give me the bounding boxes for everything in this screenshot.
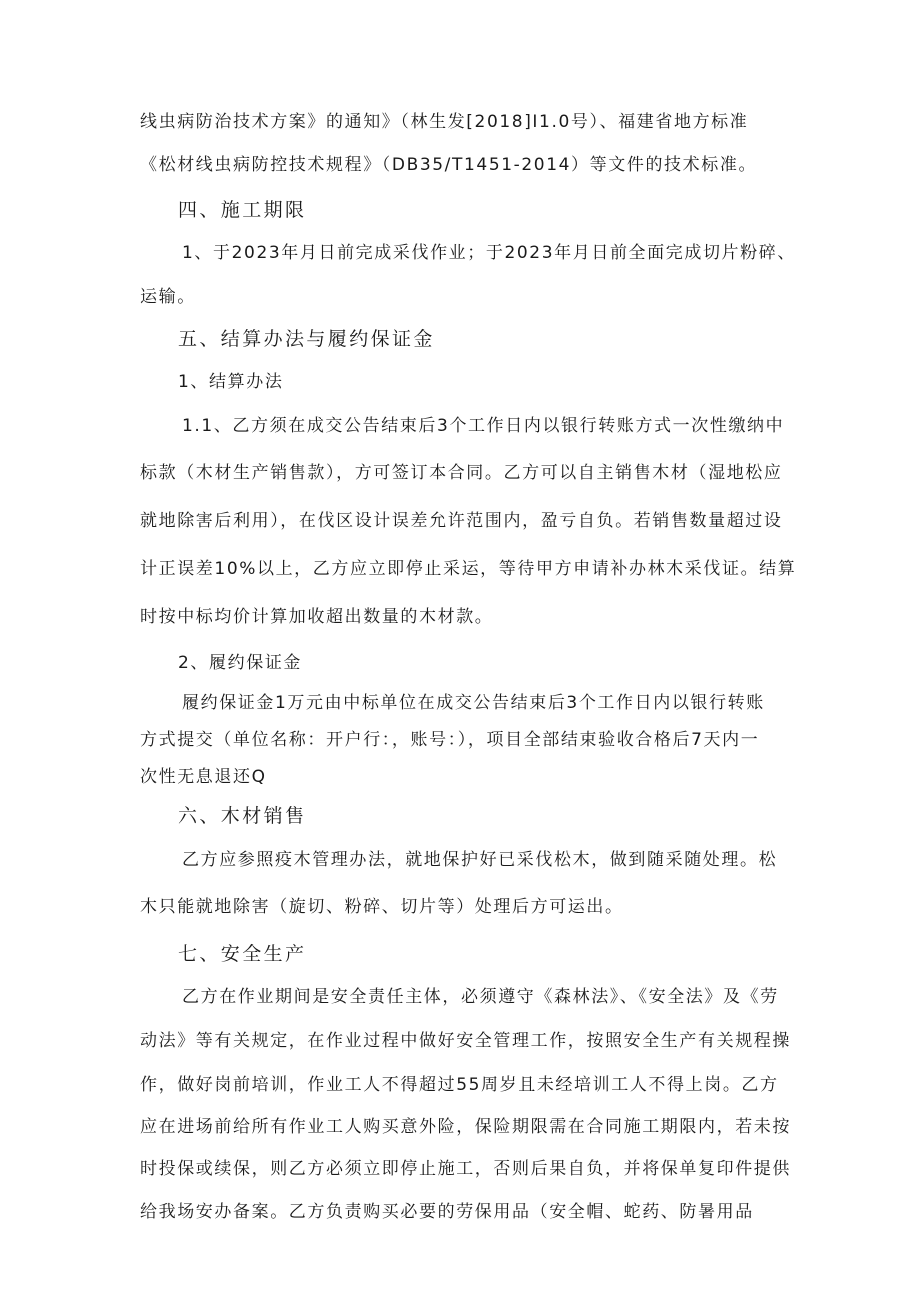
body-text-line: 次性无息退还Q bbox=[140, 767, 267, 787]
body-text-line: 1、于2023年月日前完成采伐作业；于2023年月日前全面完成切片粉碎、 bbox=[182, 243, 796, 263]
body-text-line: 木只能就地除害（旋切、粉碎、切片等）处理后方可运出。 bbox=[140, 897, 624, 917]
body-text-line: 动法》等有关规定，在作业过程中做好安全管理工作，按照安全生产有关规程操 bbox=[140, 1031, 791, 1051]
body-text-line: 就地除害后利用），在伐区设计误差允许范围内，盈亏自负。若销售数量超过设 bbox=[140, 511, 783, 531]
body-text-line: 运输。 bbox=[140, 287, 196, 307]
subsection-heading-performance-bond: 2、履约保证金 bbox=[178, 653, 303, 673]
body-text-line: 方式提交（单位名称：开户行：，账号：），项目全部结束验收合格后7天内一 bbox=[140, 730, 760, 750]
body-text-line: 乙方在作业期间是安全责任主体，必须遵守《森林法》、《安全法》及《劳 bbox=[182, 987, 779, 1007]
section-heading-construction-period: 四、施工期限 bbox=[178, 199, 307, 221]
body-text-line: 应在进场前给所有作业工人购买意外险，保险期限需在合同施工期限内，若未按 bbox=[140, 1117, 791, 1137]
section-heading-timber-sales: 六、木材销售 bbox=[178, 805, 307, 827]
body-text-line: 1.1、乙方须在成交公告结束后3个工作日内以银行转账方式一次性缴纳中 bbox=[182, 416, 785, 436]
body-text-line: 计正误差10%以上，乙方应立即停止采运，等待甲方申请补办林木采伐证。结算 bbox=[140, 559, 797, 579]
body-text-line: 给我场安办备案。乙方负责购买必要的劳保用品（安全帽、蛇药、防暑用品 bbox=[140, 1202, 754, 1222]
body-text-line: 线虫病防治技术方案》的通知》（林生发[2018]I1.0号）、福建省地方标准 bbox=[140, 112, 749, 132]
body-text-line: 作，做好岗前培训，作业工人不得超过55周岁且未经培训工人不得上岗。乙方 bbox=[140, 1075, 779, 1095]
body-text-line: 乙方应参照疫木管理办法，就地保护好已采伐松木，做到随采随处理。松 bbox=[182, 850, 778, 870]
body-text-line: 标款（木材生产销售款），方可签订本合同。乙方可以自主销售木材（湿地松应 bbox=[140, 463, 783, 483]
section-heading-settlement: 五、结算办法与履约保证金 bbox=[178, 328, 435, 350]
body-text-line: 时按中标均价计算加收超出数量的木材款。 bbox=[140, 607, 494, 627]
subsection-heading-settlement-method: 1、结算办法 bbox=[178, 372, 284, 392]
body-text-line: 《松材线虫病防控技术规程》（DB35/T1451-2014）等文件的技术标准。 bbox=[140, 155, 758, 175]
section-heading-safety: 七、安全生产 bbox=[178, 943, 307, 965]
body-text-line: 履约保证金1万元由中标单位在成交公告结束后3个工作日内以银行转账 bbox=[182, 693, 765, 713]
body-text-line: 时投保或续保，则乙方必须立即停止施工，否则后果自负，并将保单复印件提供 bbox=[140, 1159, 791, 1179]
